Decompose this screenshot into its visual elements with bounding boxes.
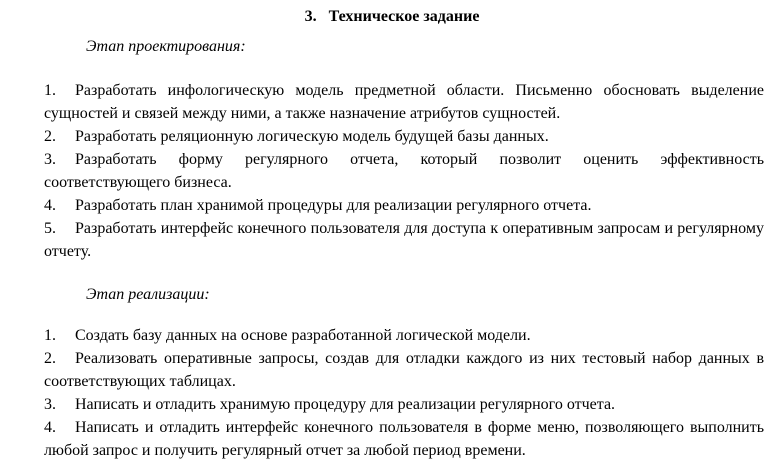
list-item [44,125,764,148]
item-number: 2. [44,350,56,367]
item-text: Разработать интерфейс конечного пользователя для доступа к оперативным запросам и регулярному отчету. [44,220,764,260]
item-number: 5. [44,220,56,237]
item-number: 3. [44,396,56,413]
list-item [44,194,764,217]
item-number: 3. [44,151,56,168]
list-item [44,393,764,416]
item-text: Создать базу данных на основе разработанной логической модели. [75,327,531,344]
item-text: Разработать форму регулярного отчета, который позволит оценить эффективность соответствующего бизнеса. [44,151,764,191]
item-number: 4. [44,419,56,436]
section-number: 3. [304,8,317,25]
implementation-stage-list [44,324,764,462]
item-text: Написать и отладить интерфейс конечного пользователя в форме меню, позволяющего выполнить любой запрос и получить регулярный отчет за любой период времени. [44,419,764,459]
list-item [44,148,764,194]
list-item [44,347,764,393]
design-stage-title: Этап проектирования: [86,38,246,55]
item-number: 4. [44,197,56,214]
item-text: Реализовать оперативные запросы, создав для отладки каждого из них тестовый набор данных в соответствующих таблицах. [44,350,764,390]
item-number: 1. [44,327,56,344]
implementation-stage-title: Этап реализации: [86,286,210,303]
item-text: Написать и отладить хранимую процедуру для реализации регулярного отчета. [75,396,616,413]
section-heading [0,6,784,28]
item-text: Разработать план хранимой процедуры для реализации регулярного отчета. [75,197,592,214]
item-number: 2. [44,128,56,145]
item-text: Разработать реляционную логическую модель будущей базы данных. [75,128,549,145]
item-text: Разработать инфологическую модель предметной области. Письменно обосновать выделение сущностей и связей между ними, а также назначение атрибутов сущностей. [44,82,764,122]
section-title: Техническое задание [328,8,480,25]
design-stage-list [44,79,764,263]
list-item [44,416,764,462]
list-item [44,324,764,347]
item-number: 1. [44,82,56,99]
list-item [44,217,764,263]
list-item [44,79,764,125]
